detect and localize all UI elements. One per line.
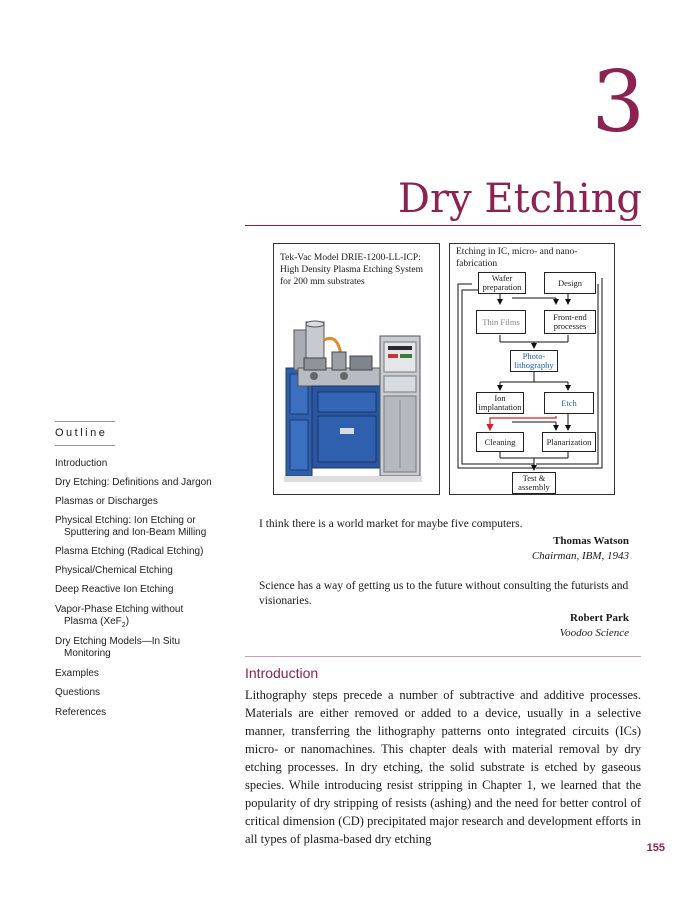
outline-item[interactable]: Physical/Chemical Etching xyxy=(55,565,173,576)
outline-item[interactable]: References xyxy=(55,707,107,718)
outline-item[interactable]: Physical Etching: Ion Etching or Sputtering and Ion-Beam Milling xyxy=(55,515,207,538)
quote-author: Robert Park xyxy=(570,612,629,624)
node-front-end-processes: Front-end processes xyxy=(544,310,596,334)
title-divider xyxy=(245,225,641,226)
outline-item[interactable]: Deep Reactive Ion Etching xyxy=(55,584,174,595)
outline-item[interactable]: Examples xyxy=(55,668,99,679)
quote-block xyxy=(259,579,629,639)
node-wafer-preparation: Wafer preparation xyxy=(478,272,526,294)
node-planarization: Planarization xyxy=(542,432,596,452)
outline-item[interactable]: Dry Etching Models—In Situ Monitoring xyxy=(55,636,181,659)
chapter-number: 3 xyxy=(591,53,645,151)
outline-rule xyxy=(55,445,115,446)
outline-item[interactable]: Introduction xyxy=(55,458,108,469)
quote-author: Thomas Watson xyxy=(553,535,629,547)
quote-block xyxy=(259,517,629,562)
figure-caption: Tek-Vac Model DRIE-1200-LL-ICP: High Density Plasma Etching System for 200 mm substrates xyxy=(280,253,424,287)
outline-item[interactable]: Questions xyxy=(55,687,101,698)
node-test-assembly: Test & assembly xyxy=(512,472,556,494)
quote-text: Science has a way of getting us to the future without consulting the futurists and visionaries. xyxy=(259,580,629,607)
outline-item[interactable]: Dry Etching: Definitions and Jargon xyxy=(55,477,212,488)
node-thin-films: Thin Films xyxy=(476,310,526,334)
outline-rule xyxy=(55,421,115,422)
section-divider xyxy=(245,656,641,657)
etching-machine-illustration xyxy=(284,320,430,490)
section-heading: Introduction xyxy=(245,665,319,681)
figure-caption: Etching in IC, micro- and nano-fabrication xyxy=(456,247,578,269)
node-ion-implantation: Ion implantation xyxy=(476,392,524,414)
body-paragraph: Lithography steps precede a number of subtractive and additive processes. Materials are either removed or added to a device, usually in a selective manner, transferring the lithography patterns onto integrated circuits (ICs) micro- or nanomachines. This chapter deals with material removal by dry etching processes. In dry etching, the solid substrate is etched by gaseous species. While introducing resist stripping in Chapter 1, we learned that the popularity of dry stripping of resists (ashing) and the need for better control of critical dimension (CD) precipitated major research and development efforts in all types of plasma-based dry etching xyxy=(245,688,641,846)
node-photolithography: Photo-lithography xyxy=(510,350,558,372)
outline-heading: Outline xyxy=(55,427,108,439)
quote-source: Chairman, IBM, 1943 xyxy=(531,550,629,562)
chapter-title: Dry Etching xyxy=(397,176,642,222)
quote-text: I think there is a world market for maybe five computers. xyxy=(259,518,523,530)
outline-item[interactable]: Plasmas or Discharges xyxy=(55,496,158,507)
page-number: 155 xyxy=(646,842,665,854)
quote-source: Voodoo Science xyxy=(559,627,629,639)
outline-item[interactable]: Vapor-Phase Etching without Plasma (XeF$_2$) xyxy=(55,604,184,629)
outline-item[interactable]: Plasma Etching (Radical Etching) xyxy=(55,546,204,557)
figure-etching-system xyxy=(273,243,440,495)
node-etch: Etch xyxy=(544,392,594,414)
figure-process-flow xyxy=(449,243,615,495)
node-design: Design xyxy=(544,272,596,294)
node-cleaning: Cleaning xyxy=(476,432,524,452)
